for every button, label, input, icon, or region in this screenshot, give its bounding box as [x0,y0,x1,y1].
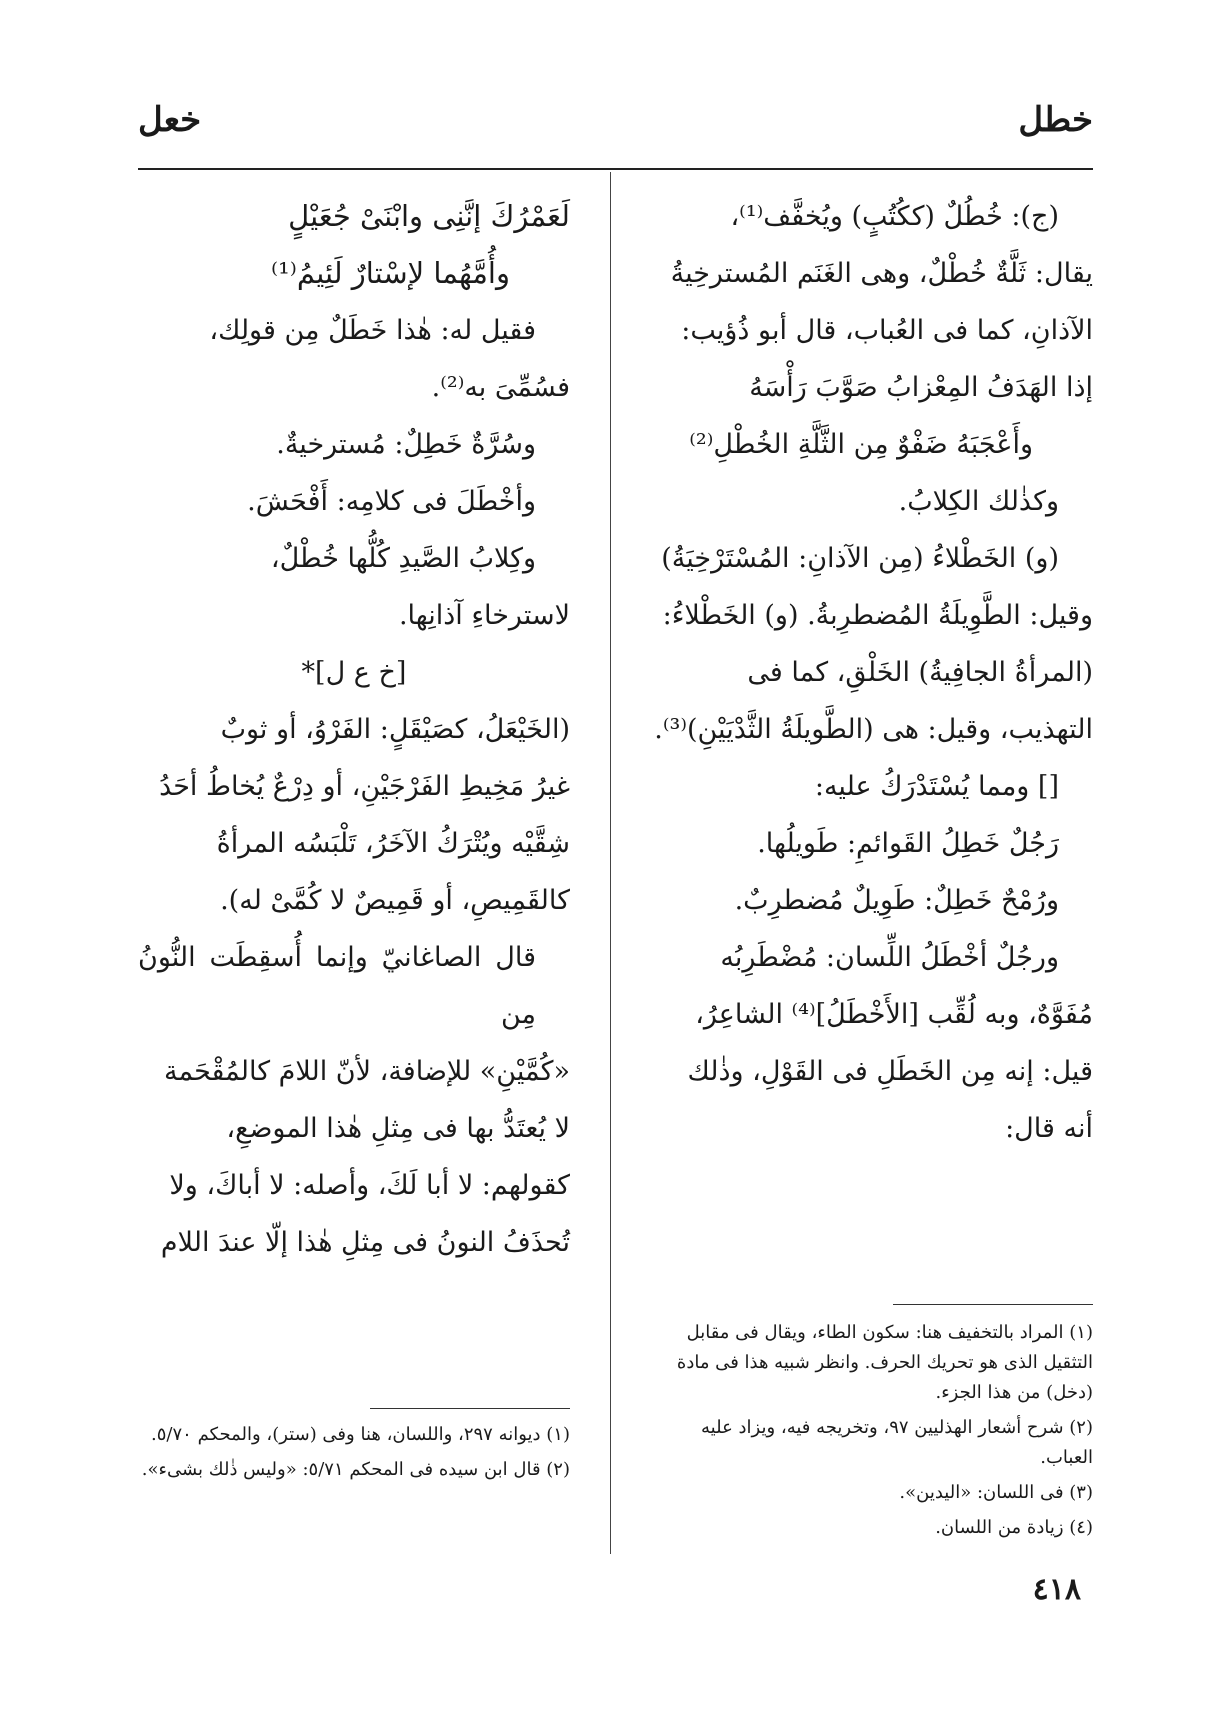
text-line: ورُمْحٌ خَطِلٌ: طَوِيلٌ مُضطرِبٌ. [734,885,1059,916]
text-line: تُحذَفُ النونُ فى مِثلِ هٰذا إلّا عندَ اللام [160,1227,570,1258]
text-line: ورجُلٌ أخْطَلُ اللِّسان: مُضْطَرِبُه [720,942,1059,973]
text-line: (المرأةُ الجافِيةُ) الخَلْقِ، كما فى [747,657,1093,688]
text-line: قيل: إنه مِن الخَطَلِ فى القَوْلِ، وذٰلك [687,1056,1093,1087]
text-line: مُفَوَّهٌ، وبه لُقِّب [الأَخْطَلُ]⁽⁴⁾ الشاعِرُ، [695,999,1093,1030]
text-line: وكذٰلك الكِلابُ. [898,486,1059,517]
footnote: (٢) شرح أشعار الهذليين ٩٧، وتخريجه فيه، ويزاد عليه العباب. [701,1417,1093,1468]
text-line: كالقَمِيصِ، أو قَمِيصٌ لا كُمَّىْ له). [220,885,570,916]
text-line: فسُمِّىَ به⁽²⁾. [431,372,570,403]
text-line: وسُرَّةٌ خَطِلٌ: مُسترخيةٌ. [276,429,536,460]
footnote: (١) المراد بالتخفيف هنا: سكون الطاء، ويقال فى مقابل التثقيل الذى هو تحريك الحرف. وانظر شبيه هذا فى مادة (دخل) من هذا الجزء. [676,1322,1093,1403]
text-line: شِقَّيْه ويُتْرَكُ الآخَرُ، تَلْبَسُه المرأةُ [216,828,570,859]
footnote: (١) ديوانه ٢٩٧، واللسان، هنا وفى (ستر)، والمحكم ٥/٧٠. [151,1424,570,1445]
footnote-rule-right [893,1304,1093,1305]
text-line: وقيل: الطَّوِيلَةُ المُضطرِبةُ. (و) الخَطْلاءُ: [662,600,1093,631]
entry-heading: [خ ع ل]* [301,657,407,688]
text-line: لا يُعتَدُّ بها فى مِثلِ هٰذا الموضعِ، [226,1113,570,1144]
footnote-rule-left [370,1408,570,1409]
footnote: (٢) قال ابن سيده فى المحكم ٥/٧١: «وليس ذٰلك بشىء». [141,1459,570,1480]
text-line: (الخَيْعَلُ، كصَيْقَلٍ: الفَرْوُ، أو ثوبٌ [220,714,570,745]
text-line: «كُمَّيْنِ» للإضافة، لأنّ اللامَ كالمُقْحَمة [164,1056,570,1087]
text-line: وأخْطَلَ فى كلامِه: أَفْحَشَ. [247,486,536,517]
verse-line: وأَعْجَبَهُ ضَفْوٌ مِن الثَّلَّةِ الخُطْلِ⁽²⁾ [689,429,1033,460]
footnote: (٤) زيادة من اللسان. [935,1517,1093,1538]
text-line: [] ومما يُسْتَدْرَكُ عليه: [814,771,1059,802]
column-divider [610,172,611,1554]
text-line: وكِلابُ الصَّيدِ كُلُّها خُطْلٌ، [270,543,536,574]
left-column [138,188,570,1271]
header-entry-left: خعل [138,100,202,140]
verse-line: إذا الهَدَفُ المِعْزابُ صَوَّبَ رَأْسَهُ [749,372,1093,403]
text-line: أنه قال: [1005,1113,1093,1144]
text-line: لاسترخاءِ آذانِها. [398,600,570,631]
text-line: الآذانِ، كما فى العُباب، قال أبو ذُؤيب: [681,315,1093,346]
verse-line: لَعَمْرُكَ إنَّنِى وابْنَىْ جُعَيْلٍ [288,199,570,233]
verse-line: وأُمَّهُما لإسْتارٌ لَئِيمُ⁽¹⁾ [271,256,510,290]
header-entry-right: خطل [1018,100,1093,140]
right-column [653,188,1093,1157]
text-line: غيرُ مَخِيطِ الفَرْجَيْنِ، أو دِرْعٌ يُخاطُ أحَدُ [159,771,570,802]
text-line: (ج): خُطُلٌ (ككُتُبٍ) ويُخفَّف⁽¹⁾، [730,201,1059,232]
page-number: ٤١٨ [1032,1572,1081,1607]
text-line: رَجُلٌ خَطِلُ القَوائمِ: طَويلُها. [757,828,1059,859]
text-line: قال الصاغانيّ وإنما أُسقِطَت النُّونُ مِن [138,942,536,1030]
text-line: فقيل له: هٰذا خَطَلٌ مِن قولِك، [209,315,536,346]
right-footnotes [653,1318,1093,1548]
text-line: التهذيب، وقيل: هى (الطَّويلَةُ الثَّدْيَيْنِ)⁽³⁾. [654,714,1093,745]
text-line: كقولهم: لا أبا لَكَ، وأصله: لا أباكَ، ولا [169,1170,570,1201]
footnote: (٣) فى اللسان: «اليدين». [899,1482,1093,1503]
header-rule [138,168,1093,170]
text-line: يقال: ثَلَّةٌ خُطْلٌ، وهى الغَنَم المُسترخِيةُ [670,258,1093,289]
text-line: (و) الخَطْلاءُ (مِن الآذانِ: المُسْتَرْخِيَةُ) [661,543,1059,574]
left-footnotes [138,1420,570,1490]
